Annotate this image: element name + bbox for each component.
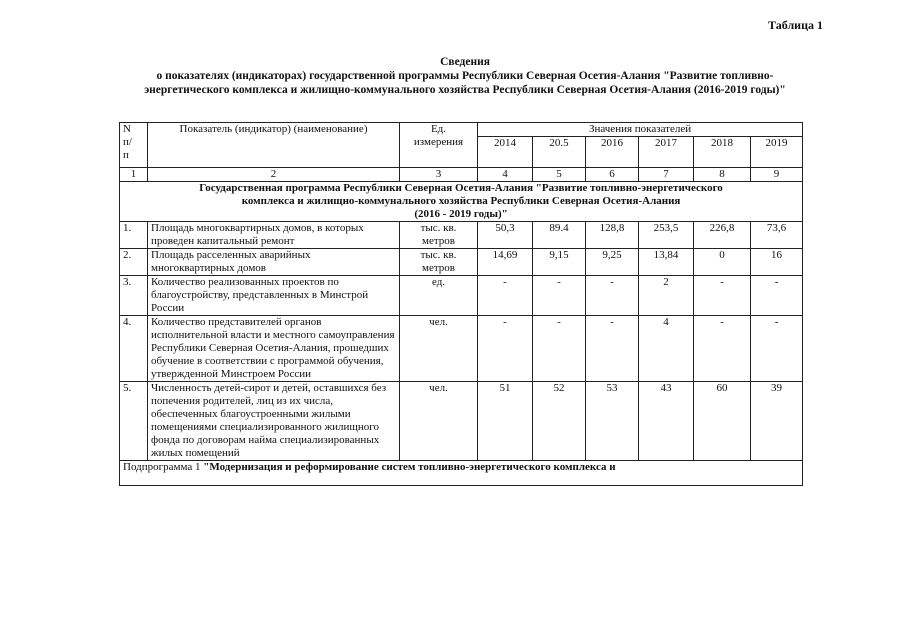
row-number: 3. bbox=[120, 276, 148, 316]
table-row bbox=[120, 222, 803, 249]
row-value: - bbox=[533, 316, 586, 382]
row-indicator-name: Площадь многоквартирных домов, в которых проведен капитальный ремонт bbox=[148, 222, 400, 249]
column-number-row bbox=[120, 168, 803, 182]
subprogram-row bbox=[120, 461, 803, 486]
row-number: 2. bbox=[120, 249, 148, 276]
table-row bbox=[120, 382, 803, 461]
row-number: 5. bbox=[120, 382, 148, 461]
heading-line-1: Сведения bbox=[440, 56, 490, 68]
column-number: 3 bbox=[400, 168, 478, 182]
header-number-c: п bbox=[123, 149, 129, 161]
row-value: 89.4 bbox=[533, 222, 586, 249]
column-number: 5 bbox=[533, 168, 586, 182]
row-value: 53 bbox=[586, 382, 639, 461]
table-row bbox=[120, 249, 803, 276]
heading-line-2: о показателях (индикаторах) государственной программы Республики Северная Осетия-Алания "Развитие топливно- bbox=[156, 70, 774, 82]
year-cell: 2017 bbox=[639, 137, 694, 168]
year-cell: 20.5 bbox=[533, 137, 586, 168]
subprogram-name: "Модернизация и реформирование систем топливно-энергетического комплекса и bbox=[203, 461, 616, 473]
row-value: 2 bbox=[639, 276, 694, 316]
row-unit: чел. bbox=[400, 382, 478, 461]
year-cell: 2019 bbox=[751, 137, 803, 168]
section-title-line-2: комплекса и жилищно-коммунального хозяйства Республики Северная Осетия-Алания bbox=[241, 195, 681, 207]
row-unit: чел. bbox=[400, 316, 478, 382]
row-unit: тыс. кв. метров bbox=[400, 222, 478, 249]
year-cell: 2018 bbox=[694, 137, 751, 168]
header-values-group: Значения показателей bbox=[478, 123, 803, 137]
row-value: - bbox=[751, 316, 803, 382]
subprogram-title bbox=[120, 461, 803, 486]
row-value: 43 bbox=[639, 382, 694, 461]
section-title bbox=[120, 182, 803, 222]
row-unit: тыс. кв. метров bbox=[400, 249, 478, 276]
row-value: - bbox=[478, 276, 533, 316]
row-value: 16 bbox=[751, 249, 803, 276]
section-row bbox=[120, 182, 803, 222]
column-number: 9 bbox=[751, 168, 803, 182]
row-value: - bbox=[586, 276, 639, 316]
column-number: 6 bbox=[586, 168, 639, 182]
header-indicator: Показатель (индикатор) (наименование) bbox=[148, 123, 400, 168]
row-value: 73,6 bbox=[751, 222, 803, 249]
indicators-table bbox=[119, 122, 803, 486]
table-row bbox=[120, 276, 803, 316]
row-indicator-name: Численность детей-сирот и детей, оставшихся без попечения родителей, лиц из их числа, обеспеченных благоустроенными жилыми помещениями специализированного жилищного фонда по договорам найма специализированных жилых помещений bbox=[148, 382, 400, 461]
row-value: 14,69 bbox=[478, 249, 533, 276]
row-value: 60 bbox=[694, 382, 751, 461]
row-value: 13,84 bbox=[639, 249, 694, 276]
row-value: 51 bbox=[478, 382, 533, 461]
row-value: 52 bbox=[533, 382, 586, 461]
row-number: 4. bbox=[120, 316, 148, 382]
row-value: 253,5 bbox=[639, 222, 694, 249]
row-value: 9,25 bbox=[586, 249, 639, 276]
subprogram-prefix: Подпрограмма 1 bbox=[123, 461, 204, 473]
year-cell: 2016 bbox=[586, 137, 639, 168]
section-title-line-1: Государственная программа Республики Северная Осетия-Алания "Развитие топливно-энергетического bbox=[199, 182, 723, 194]
header-unit bbox=[400, 123, 478, 168]
heading-line-3: энергетического комплекса и жилищно-коммунального хозяйства Республики Северная Осетия-Алания (2016-2019 годы)" bbox=[144, 84, 786, 96]
row-value: - bbox=[694, 316, 751, 382]
column-number: 7 bbox=[639, 168, 694, 182]
row-indicator-name: Количество реализованных проектов по благоустройству, представленных в Минстрой России bbox=[148, 276, 400, 316]
column-number: 8 bbox=[694, 168, 751, 182]
row-value: 50,3 bbox=[478, 222, 533, 249]
row-value: - bbox=[478, 316, 533, 382]
row-value: 39 bbox=[751, 382, 803, 461]
section-title-line-3: (2016 - 2019 годы)" bbox=[414, 208, 508, 220]
row-unit: ед. bbox=[400, 276, 478, 316]
header-number-b: п/ bbox=[123, 136, 132, 148]
row-value: - bbox=[586, 316, 639, 382]
header-unit-a: Ед. bbox=[430, 123, 447, 135]
header-number-cell bbox=[120, 123, 148, 168]
row-value: - bbox=[751, 276, 803, 316]
column-number: 2 bbox=[148, 168, 400, 182]
table-caption: Таблица 1 bbox=[768, 18, 823, 32]
row-value: 0 bbox=[694, 249, 751, 276]
header-number-a: N bbox=[123, 123, 131, 135]
row-indicator-name: Площадь расселенных аварийных многоквартирных домов bbox=[148, 249, 400, 276]
column-number: 1 bbox=[120, 168, 148, 182]
row-value: 9,15 bbox=[533, 249, 586, 276]
row-value: 128,8 bbox=[586, 222, 639, 249]
document-heading bbox=[70, 55, 860, 97]
row-number: 1. bbox=[120, 222, 148, 249]
row-indicator-name: Количество представителей органов исполнительной власти и местного самоуправления Республики Северная Осетия-Алания, прошедших обучение в соответствии с программой обучения, утвержденной Минстроем России bbox=[148, 316, 400, 382]
row-value: - bbox=[533, 276, 586, 316]
row-value: 226,8 bbox=[694, 222, 751, 249]
row-value: 4 bbox=[639, 316, 694, 382]
table-row bbox=[120, 316, 803, 382]
column-number: 4 bbox=[478, 168, 533, 182]
row-value: - bbox=[694, 276, 751, 316]
year-cell: 2014 bbox=[478, 137, 533, 168]
header-unit-b: измерения bbox=[413, 136, 464, 148]
header-row bbox=[120, 123, 803, 137]
